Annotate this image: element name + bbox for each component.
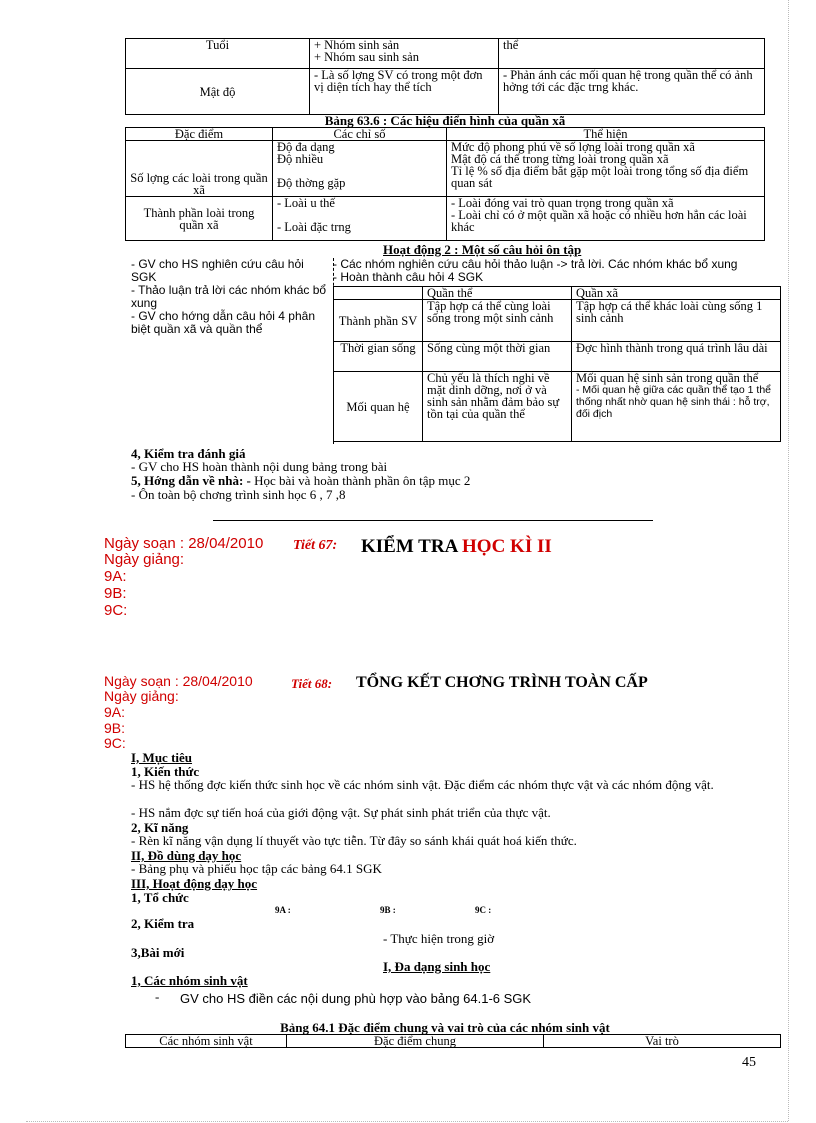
table-header: Quần xã [572,287,781,300]
separator-line [213,520,653,521]
section5-line2: - Ôn toàn bộ chơng trình sinh học 6 , 7 ,8 [131,487,346,502]
table-cell: thể [499,39,765,69]
section4-line: - GV cho HS hoàn thành nội dung bảng trong bài [131,459,388,474]
relation-line-1: Mối quan hệ sinh sản trong quần thể [576,371,759,385]
table-header: Đặc điểm chung [287,1035,544,1048]
kien-thuc-line2: - HS nắm đợc sự tiến hoá của giới động vật. Sự phát sinh phát triển của thực vật. [131,805,551,820]
class-9c-label: 9C : [475,905,492,915]
table-636-caption: Bảng 63.6 : Các hiệu điển hình của quần xã [324,113,566,128]
table-cell: Mật độ [126,69,310,115]
table-cell: Tập hợp cá thể khác loài cùng sống 1 sinh cảnh [572,300,781,342]
lesson67-class-9c: 9C: [104,602,128,619]
activity2-right-line2: - Hoàn thành câu hỏi 4 SGK [333,270,484,284]
table-cell: Mức độ phong phú về số lợng loài trong quần xã Mật độ cá thể trong từng loài trong quần xã Tỉ lệ % số địa điểm bắt gặp một loài trong tổng số địa điểm quan sát [447,141,765,197]
lesson67-class-9a: 9A: [104,568,127,585]
lesson68-title: TỔNG KẾT CHƠNG TRÌNH TOÀN CẤP [356,674,648,691]
table-cell: - Loài đóng vai trò quan trọng trong quần xã - Loài chỉ có ở một quần xã hoặc có nhiều hơn hẳn các loài khác [447,197,765,241]
section4-heading: 4, Kiểm tra đánh giá [131,446,246,461]
lesson67-class-9b: 9B: [104,585,127,602]
lesson68-date: Ngày soạn : 28/04/2010 [104,673,253,689]
page-border-right [788,0,789,1121]
table-cell: Số lợng các loài trong quần xã [126,141,273,197]
kien-thuc-line1: - HS hệ thống đợc kiến thức sinh học về các nhóm sinh vật. Đặc điểm các nhóm thực vật và các nhóm động vật. [131,777,714,792]
table-cell: Chủ yếu là thích nghi về mặt dinh dỡng, nơi ở và sinh sản nhằm đảm bảo sự tồn tại của quần thể [423,372,572,442]
lesson67-period: Tiết 67: [293,538,338,553]
lesson68-class-9b: 9B: [104,720,126,736]
table-header [334,287,423,300]
do-dung-line: - Bảng phụ và phiếu học tập các bảng 64.1 SGK [131,861,382,876]
table-636 [125,127,765,241]
section5-heading: 5, Hớng dẫn về nhà: - [131,473,251,488]
table-header: Vai trò [544,1035,781,1048]
table-641 [125,1034,781,1048]
lesson67-date: Ngày soạn : 28/04/2010 [104,535,264,552]
lesson68-period: Tiết 68: [291,676,333,691]
activity2-title: Hoạt động 2 : Một số câu hỏi ôn tập [383,242,582,257]
nhom-sv-heading: 1, Các nhóm sinh vật [131,973,248,988]
table-cell: Độ đa dạng Độ nhiều Độ thờng gặp [273,141,447,197]
lesson68-teach: Ngày giảng: [104,688,179,704]
kiem-tra-heading: 2, Kiểm tra [131,916,195,931]
ki-nang-line: - Rèn kĩ năng vận dụng lí thuyết vào tực tiễn. Từ đây so sánh khái quát hoá kiến thức. [131,833,577,848]
ki-nang-heading: 2, Kĩ năng [131,820,189,835]
table-cell: + Nhóm sinh sản + Nhóm sau sinh sản [310,39,499,69]
gv-line: GV cho HS điền các nội dung phù hợp vào bảng 64.1-6 SGK [180,991,532,1006]
table-header: Thể hiện [447,128,765,141]
table-641-caption: Bảng 64.1 Đặc điểm chung và vai trò của các nhóm sinh vật [280,1020,610,1035]
table-cell: - Phản ánh các mối quan hệ trong quần thể có ảnh hởng tới các đặc trng khác. [499,69,765,115]
table-cell: Đợc hình thành trong quá trình lâu dài [572,342,781,372]
class-9b-label: 9B : [380,905,396,915]
table-header: Quần thể [423,287,572,300]
table-cell: Thành phần SV [334,300,423,342]
muc-tieu-heading: I, Mục tiêu [131,750,193,765]
table-cell: - Là số lợng SV có trong một đơn vị diện tích hay thể tích [310,69,499,115]
table-header: Đặc điểm [126,128,273,141]
table-cell: Sống cùng một thời gian [423,342,572,372]
activity2-left: - GV cho HS nghiên cứu câu hỏi SGK - Thảo luận trả lời các nhóm khác bổ xung - GV cho hớng dẫn câu hỏi 4 phân biệt quần xã và quần thể [131,257,327,336]
lesson67-teach: Ngày giảng: [104,551,185,568]
thuc-hien-line: - Thực hiện trong giờ [383,931,495,946]
bai-moi-heading: 3,Bài mới [131,945,185,960]
page-number: 45 [742,1055,756,1070]
table-cell: Mối quan hệ [334,372,423,442]
table-cell: Thời gian sống [334,342,423,372]
table-cell: - Loài u thế - Loài đặc trng [273,197,447,241]
table-cell: Thành phần loài trong quần xã [126,197,273,241]
table-cell [572,372,781,442]
table-header: Các chỉ số [273,128,447,141]
to-chuc-heading: 1, Tổ chức [131,890,189,905]
lesson68-class-9c: 9C: [104,735,126,751]
hoat-dong-heading: III, Hoạt động dạy học [131,876,258,891]
kien-thuc-heading: 1, Kiến thức [131,764,200,779]
section5-rest: Học bài và hoàn thành phần ôn tập mục 2 [250,473,471,488]
page-border-bottom [26,1121,788,1122]
lesson68-class-9a: 9A: [104,704,126,720]
table-cell: Tuổi [126,39,310,69]
section5-line1 [131,474,470,487]
table-top [125,38,765,115]
relation-line-2: - Mối quan hệ giữa các quần thể tạo 1 thể thống nhất nhờ quan hệ sinh thái : hỗ trợ, đối địch [576,384,771,420]
activity2-right-line1: - Các nhóm nghiên cứu câu hỏi thảo luận -> trả lời. Các nhóm khác bổ xung [333,257,738,271]
table-header: Các nhóm sinh vật [126,1035,287,1048]
gv-bullet: - [155,989,160,1004]
lesson67-title-red: HỌC KÌ II [462,536,552,557]
table-cell: Tập hợp cá thể cùng loài sống trong một sinh cảnh [423,300,572,342]
table-compare [333,286,781,442]
do-dung-heading: II, Đồ dùng dạy học [131,848,242,863]
lesson67-title-black: KIỂM TRA [361,536,463,557]
lesson67-title [361,536,552,558]
class-9a-label: 9A : [275,905,291,915]
da-dang-heading: I, Đa dạng sinh học [383,959,491,974]
